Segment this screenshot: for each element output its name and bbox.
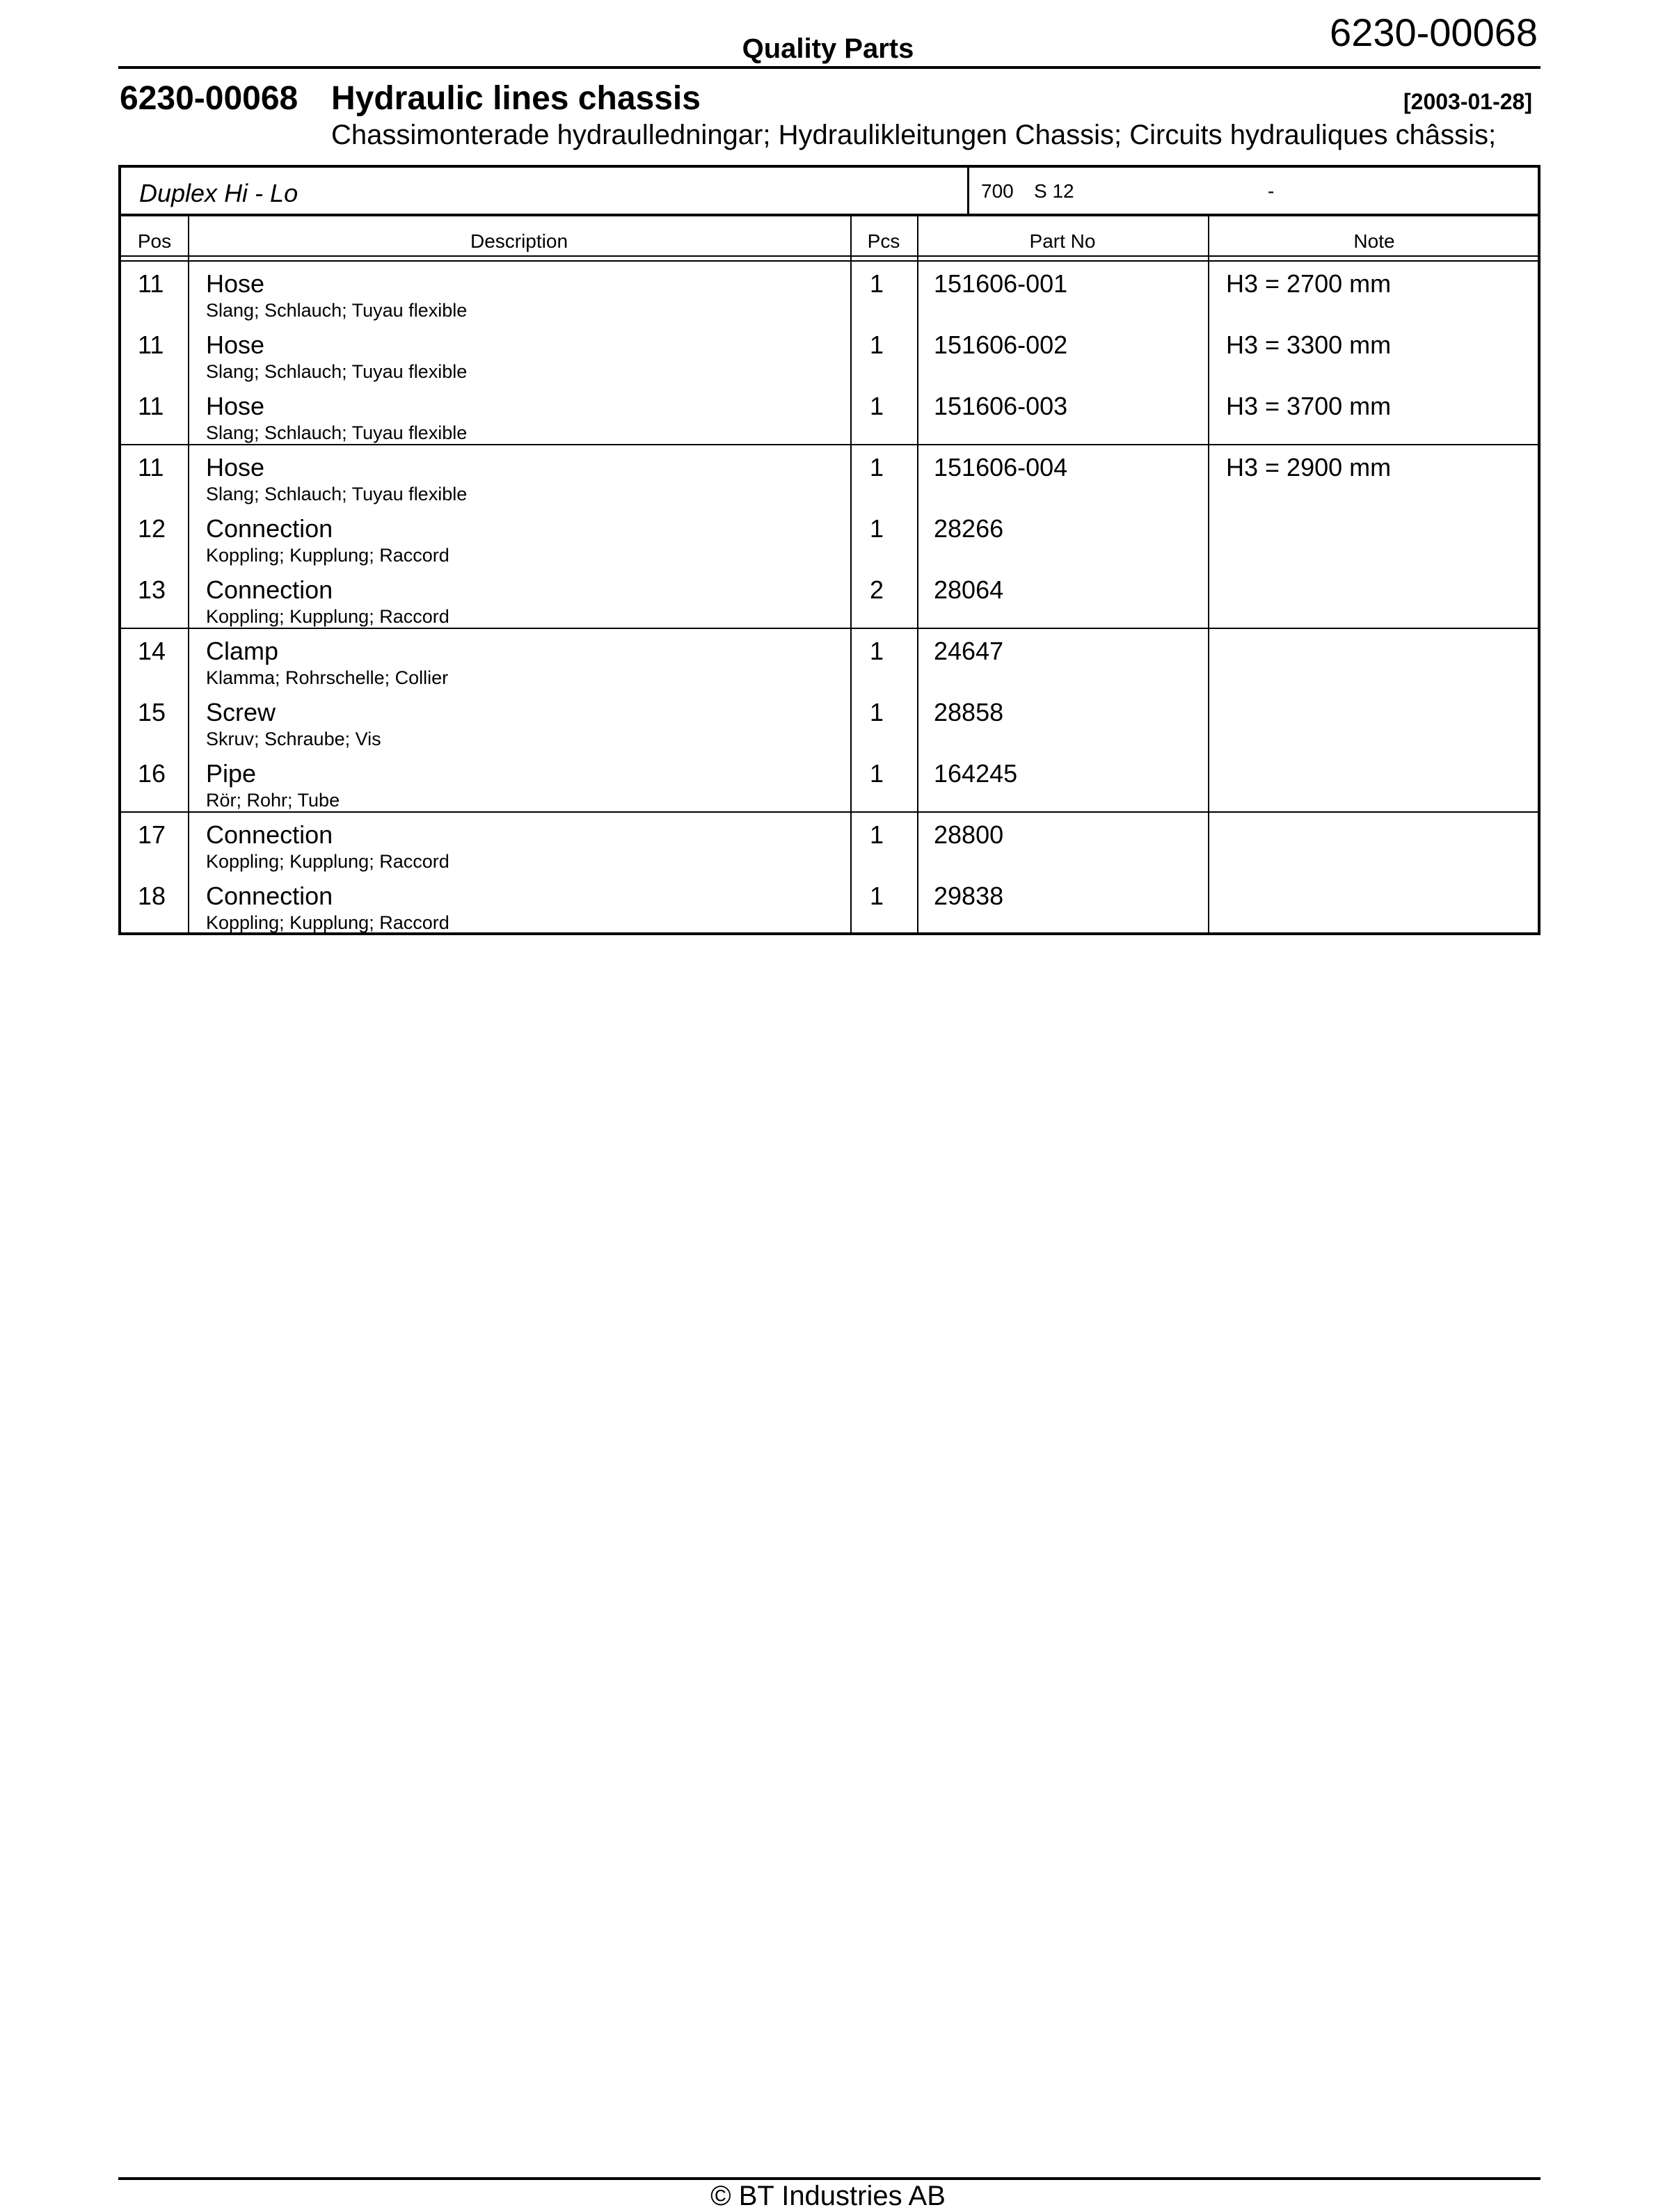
header-rule — [118, 66, 1540, 69]
cell-pcs: 1 — [870, 269, 884, 298]
cell-note: H3 = 2700 mm — [1226, 269, 1392, 298]
cell-note: H3 = 3700 mm — [1226, 392, 1392, 420]
model-divider — [967, 168, 969, 214]
cell-description: Hose — [206, 331, 265, 359]
cell-pcs: 1 — [870, 331, 884, 359]
cell-part-no[interactable]: 151606-002 — [934, 331, 1068, 359]
table-row — [121, 630, 1538, 691]
cell-translation: Rör; Rohr; Tube — [206, 790, 340, 811]
cell-translation: Koppling; Kupplung; Raccord — [206, 912, 449, 933]
cell-pos: 13 — [138, 575, 166, 604]
column-header-part-no: Part No — [1029, 230, 1096, 252]
table-row — [121, 262, 1538, 324]
document-number: 6230-00068 — [120, 80, 298, 117]
table-row — [121, 691, 1538, 752]
cell-pos: 18 — [138, 882, 166, 910]
cell-description: Connection — [206, 820, 333, 849]
cell-part-no[interactable]: 28800 — [934, 820, 1004, 849]
cell-pcs: 1 — [870, 882, 884, 910]
cell-pcs: 1 — [870, 759, 884, 788]
table-row — [121, 385, 1538, 446]
cell-part-no[interactable]: 28266 — [934, 514, 1004, 543]
document-title: Hydraulic lines chassis — [331, 80, 701, 117]
column-header-description: Description — [470, 230, 568, 252]
table-row — [121, 752, 1538, 813]
cell-pos: 15 — [138, 698, 166, 726]
cell-pcs: 1 — [870, 392, 884, 420]
cell-translation: Slang; Schlauch; Tuyau flexible — [206, 484, 468, 504]
cell-translation: Koppling; Kupplung; Raccord — [206, 545, 449, 566]
cell-part-no[interactable]: 151606-003 — [934, 392, 1068, 420]
cell-pos: 11 — [138, 331, 164, 359]
cell-translation: Koppling; Kupplung; Raccord — [206, 851, 449, 872]
cell-translation: Slang; Schlauch; Tuyau flexible — [206, 300, 468, 321]
column-header-pcs: Pcs — [867, 230, 900, 252]
cell-description: Screw — [206, 698, 276, 726]
table-row — [121, 875, 1538, 936]
footer-rule — [118, 2177, 1540, 2180]
cell-description: Connection — [206, 882, 333, 910]
cell-pos: 16 — [138, 759, 166, 788]
cell-part-no[interactable]: 151606-001 — [934, 269, 1068, 298]
header-title: Quality Parts — [742, 33, 914, 64]
cell-part-no[interactable]: 164245 — [934, 759, 1018, 788]
cell-translation: Skruv; Schraube; Vis — [206, 729, 381, 749]
table-row — [121, 446, 1538, 507]
model-serie: S 12 — [1034, 180, 1074, 202]
cell-pcs: 1 — [870, 453, 884, 482]
cell-part-no[interactable]: 151606-004 — [934, 453, 1068, 482]
cell-note: H3 = 3300 mm — [1226, 331, 1392, 359]
column-header-pos: Pos — [137, 230, 172, 252]
cell-description: Connection — [206, 514, 333, 543]
cell-pos: 11 — [138, 269, 164, 298]
table-row — [121, 568, 1538, 630]
cell-part-no[interactable]: 28064 — [934, 575, 1004, 604]
document-date: [2003-01-28] — [1403, 89, 1532, 114]
cell-description: Clamp — [206, 637, 279, 665]
cell-pos: 14 — [138, 637, 166, 665]
model-code: 700 — [981, 180, 1014, 202]
cell-description: Hose — [206, 392, 265, 420]
cell-note: H3 = 2900 mm — [1226, 453, 1392, 482]
table-row — [121, 324, 1538, 385]
table-row — [121, 813, 1538, 875]
cell-pcs: 1 — [870, 514, 884, 543]
cell-description: Connection — [206, 575, 333, 604]
cell-pos: 11 — [138, 453, 164, 482]
cell-translation: Slang; Schlauch; Tuyau flexible — [206, 361, 468, 382]
cell-description: Pipe — [206, 759, 257, 788]
cell-pcs: 2 — [870, 575, 884, 604]
table-row — [121, 507, 1538, 568]
parts-table — [118, 216, 1540, 935]
header-doc-number: 6230-00068 — [1330, 10, 1538, 54]
footer-copyright: © BT Industries AB — [710, 2181, 946, 2211]
header-rule-bottom — [121, 260, 1538, 262]
cell-pcs: 1 — [870, 637, 884, 665]
cell-pcs: 1 — [870, 698, 884, 726]
document-subtitle: Chassimonterade hydraulledningar; Hydraulikleitungen Chassis; Circuits hydrauliques châssis; — [331, 120, 1497, 150]
header-rule-top — [121, 255, 1538, 257]
cell-part-no[interactable]: 28858 — [934, 698, 1004, 726]
cell-pos: 17 — [138, 820, 166, 849]
cell-description: Hose — [206, 269, 265, 298]
cell-translation: Koppling; Kupplung; Raccord — [206, 606, 449, 627]
cell-part-no[interactable]: 24647 — [934, 637, 1004, 665]
model-range: - — [1268, 180, 1275, 202]
cell-pos: 11 — [138, 392, 164, 420]
cell-description: Hose — [206, 453, 265, 482]
model-name: Duplex Hi - Lo — [139, 179, 298, 207]
cell-part-no[interactable]: 29838 — [934, 882, 1004, 910]
column-header-note: Note — [1353, 230, 1395, 252]
model-box — [118, 165, 1540, 216]
cell-translation: Klamma; Rohrschelle; Collier — [206, 667, 449, 688]
cell-pos: 12 — [138, 514, 166, 543]
cell-pcs: 1 — [870, 820, 884, 849]
cell-translation: Slang; Schlauch; Tuyau flexible — [206, 422, 468, 443]
